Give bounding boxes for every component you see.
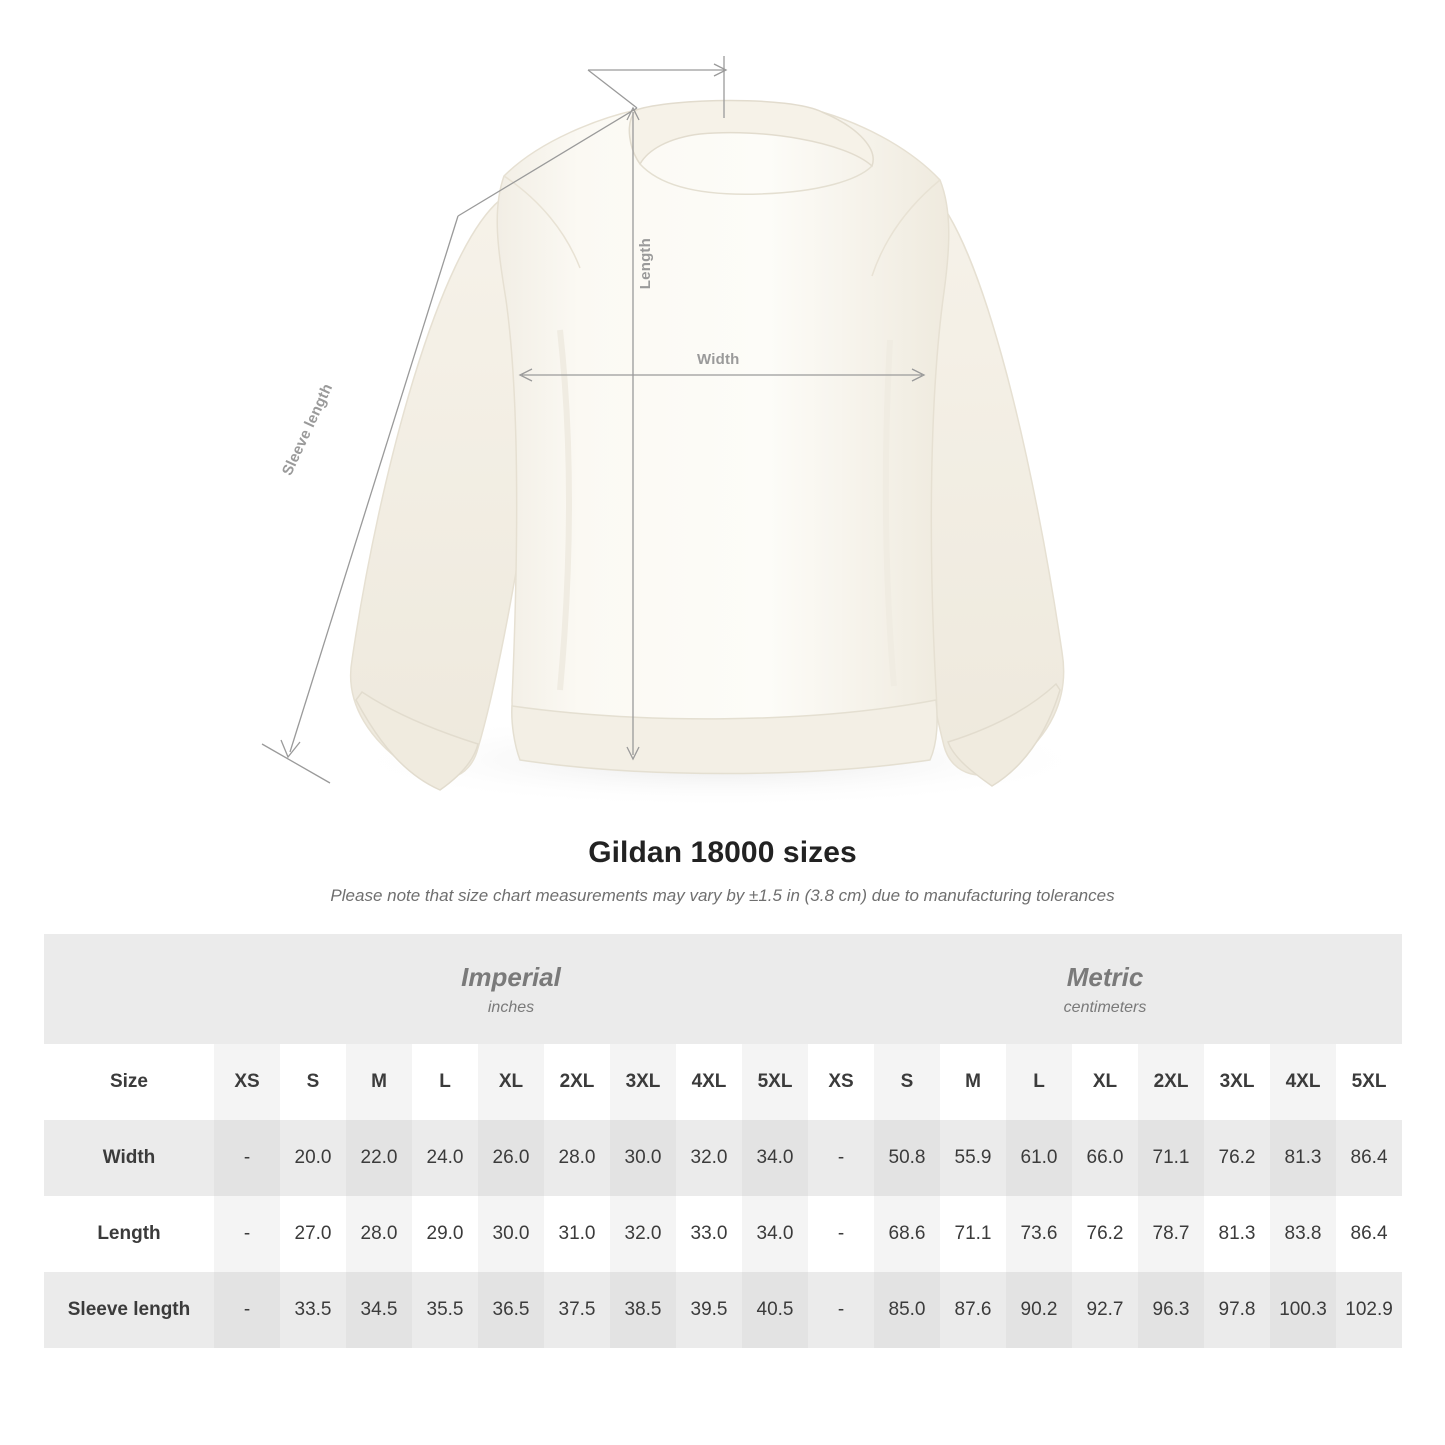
cell-length-metric-5xl: 86.4	[1336, 1196, 1402, 1272]
cell-width-metric-l: 61.0	[1006, 1120, 1072, 1196]
cell-sleeve-imperial-xs: -	[214, 1272, 280, 1348]
size-header-imperial-l: L	[412, 1044, 478, 1120]
length-dimension-label: Length	[637, 238, 654, 290]
size-header-metric-s: S	[874, 1044, 940, 1120]
size-header-metric-xs: XS	[808, 1044, 874, 1120]
cell-width-imperial-5xl: 34.0	[742, 1120, 808, 1196]
cell-width-imperial-s: 20.0	[280, 1120, 346, 1196]
cell-length-metric-xs: -	[808, 1196, 874, 1272]
row-label-width: Width	[44, 1120, 214, 1196]
cell-length-metric-m: 71.1	[940, 1196, 1006, 1272]
unit-header-imperial	[214, 934, 808, 1044]
cell-width-imperial-2xl: 28.0	[544, 1120, 610, 1196]
cell-sleeve-imperial-3xl: 38.5	[610, 1272, 676, 1348]
tolerance-note: Please note that size chart measurements may vary by ±1.5 in (3.8 cm) due to manufacturing tolerances	[330, 886, 1115, 905]
size-header-metric-l: L	[1006, 1044, 1072, 1120]
width-dimension-label: Width	[697, 351, 740, 368]
cell-length-metric-3xl: 81.3	[1204, 1196, 1270, 1272]
cell-length-imperial-xl: 30.0	[478, 1196, 544, 1272]
size-header-imperial-m: M	[346, 1044, 412, 1120]
cell-length-metric-s: 68.6	[874, 1196, 940, 1272]
size-header-imperial-3xl: 3XL	[610, 1044, 676, 1120]
unit-header-metric	[808, 934, 1402, 1044]
cell-width-metric-s: 50.8	[874, 1120, 940, 1196]
title-block	[0, 836, 1445, 906]
size-table	[44, 934, 1402, 1348]
unit-name-imperial: Imperial	[461, 961, 561, 992]
page-title: Gildan 18000 sizes	[588, 836, 857, 869]
cell-length-imperial-5xl: 34.0	[742, 1196, 808, 1272]
size-header-imperial-xl: XL	[478, 1044, 544, 1120]
unit-sub-imperial: inches	[487, 998, 535, 1016]
cell-width-imperial-3xl: 30.0	[610, 1120, 676, 1196]
size-header-metric-3xl: 3XL	[1204, 1044, 1270, 1120]
unit-name-metric: Metric	[1066, 961, 1144, 992]
cell-width-imperial-xl: 26.0	[478, 1120, 544, 1196]
row-label-sleeve-length: Sleeve length	[44, 1272, 214, 1348]
cell-width-metric-4xl: 81.3	[1270, 1120, 1336, 1196]
cell-width-metric-3xl: 76.2	[1204, 1120, 1270, 1196]
cell-length-imperial-m: 28.0	[346, 1196, 412, 1272]
cell-length-imperial-xs: -	[214, 1196, 280, 1272]
size-header-metric-2xl: 2XL	[1138, 1044, 1204, 1120]
cell-width-imperial-4xl: 32.0	[676, 1120, 742, 1196]
cell-width-metric-xl: 66.0	[1072, 1120, 1138, 1196]
cell-length-imperial-3xl: 32.0	[610, 1196, 676, 1272]
table-row	[44, 1196, 1402, 1272]
size-header-metric-xl: XL	[1072, 1044, 1138, 1120]
cell-width-metric-xs: -	[808, 1120, 874, 1196]
cell-length-imperial-s: 27.0	[280, 1196, 346, 1272]
cell-length-imperial-4xl: 33.0	[676, 1196, 742, 1272]
table-row	[44, 1120, 1402, 1196]
size-header-metric-4xl: 4XL	[1270, 1044, 1336, 1120]
size-table-container	[0, 934, 1445, 1348]
cell-length-metric-xl: 76.2	[1072, 1196, 1138, 1272]
cell-sleeve-imperial-xl: 36.5	[478, 1272, 544, 1348]
cell-sleeve-metric-xl: 92.7	[1072, 1272, 1138, 1348]
size-header-imperial-s: S	[280, 1044, 346, 1120]
cell-length-metric-4xl: 83.8	[1270, 1196, 1336, 1272]
unit-sub-metric: centimeters	[1063, 998, 1147, 1016]
size-header-metric-m: M	[940, 1044, 1006, 1120]
size-header-imperial-4xl: 4XL	[676, 1044, 742, 1120]
cell-sleeve-metric-xs: -	[808, 1272, 874, 1348]
cell-width-imperial-xs: -	[214, 1120, 280, 1196]
cell-length-metric-l: 73.6	[1006, 1196, 1072, 1272]
cell-sleeve-imperial-s: 33.5	[280, 1272, 346, 1348]
cell-sleeve-metric-3xl: 97.8	[1204, 1272, 1270, 1348]
table-row	[44, 1272, 1402, 1348]
cell-width-metric-m: 55.9	[940, 1120, 1006, 1196]
cell-sleeve-imperial-5xl: 40.5	[742, 1272, 808, 1348]
size-header-imperial-2xl: 2XL	[544, 1044, 610, 1120]
cell-length-metric-2xl: 78.7	[1138, 1196, 1204, 1272]
unit-header-row	[44, 934, 1402, 1044]
cell-sleeve-imperial-m: 34.5	[346, 1272, 412, 1348]
unit-header-spacer	[44, 934, 214, 1044]
cell-sleeve-metric-5xl: 102.9	[1336, 1272, 1402, 1348]
cell-sleeve-imperial-l: 35.5	[412, 1272, 478, 1348]
cell-width-metric-5xl: 86.4	[1336, 1120, 1402, 1196]
sleeve-length-dimension-label: Sleeve length	[278, 381, 337, 479]
row-label-length: Length	[44, 1196, 214, 1272]
cell-sleeve-metric-l: 90.2	[1006, 1272, 1072, 1348]
size-header-metric-5xl: 5XL	[1336, 1044, 1402, 1120]
size-header-row	[44, 1044, 1402, 1120]
cell-sleeve-metric-2xl: 96.3	[1138, 1272, 1204, 1348]
cell-sleeve-metric-4xl: 100.3	[1270, 1272, 1336, 1348]
cell-width-metric-2xl: 71.1	[1138, 1120, 1204, 1196]
size-header-imperial-xs: XS	[214, 1044, 280, 1120]
cell-sleeve-imperial-4xl: 39.5	[676, 1272, 742, 1348]
size-header-imperial-5xl: 5XL	[742, 1044, 808, 1120]
cell-width-imperial-m: 22.0	[346, 1120, 412, 1196]
cell-sleeve-imperial-2xl: 37.5	[544, 1272, 610, 1348]
cell-sleeve-metric-m: 87.6	[940, 1272, 1006, 1348]
cell-width-imperial-l: 24.0	[412, 1120, 478, 1196]
cell-sleeve-metric-s: 85.0	[874, 1272, 940, 1348]
size-header-label: Size	[44, 1044, 214, 1120]
cell-length-imperial-2xl: 31.0	[544, 1196, 610, 1272]
cell-length-imperial-l: 29.0	[412, 1196, 478, 1272]
